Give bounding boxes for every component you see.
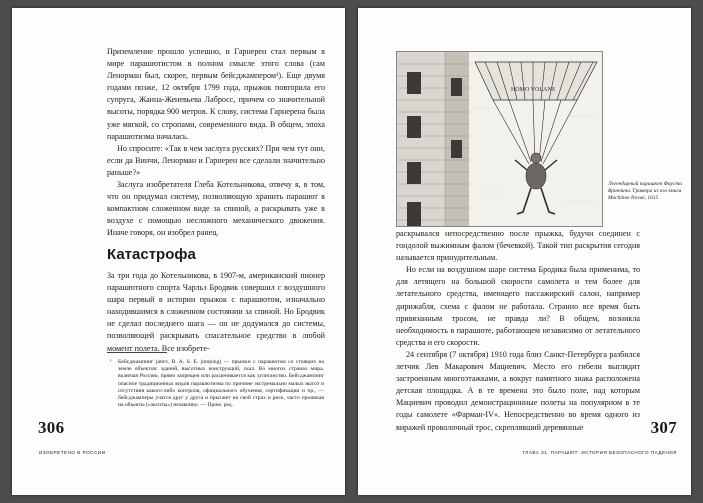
footnote-divider (107, 352, 167, 353)
paragraph: За три года до Котельникова, в 1907-м, американский пионер парашютного спорта Чарльз Бродвик совершил с воздушного шара первый в истории прыжок с парашютом, изначально находившимся в сложенном состоянии за спиной. Но Бродвик не сделал последнего шага — он не додумался до системы, позволяющей раскрывать спасательное средство в любой момент полета. Все изобрете- (107, 271, 325, 353)
running-footer: ИЗОБРЕТЕНО В РОССИИ (39, 450, 106, 455)
page-number: 307 (650, 418, 677, 437)
right-body (396, 228, 640, 434)
paragraph: Приземление прошло успешно, и Гарнерен стал первым в мире парашютистом в полном смысле этого слова (сам Ленорман был, скорее, первым бейсджампером¹). Еще двумя годами позже, 12 октября 1799 года, прыжок повторила его супруга, Жанна-Женевьева Лабросс, причем со значительной высоты, порядка 900 метров. К слову, система Гарнерена была уже мягкой, со стропами, современного вида. В общем, эпоха парашютизма началась. (107, 47, 325, 141)
right-page (358, 8, 691, 495)
page-number: 306 (38, 418, 65, 437)
paragraph: Но спросите: «Так в чем заслуга русских? При чем тут они, если да Винчи, Ленорман и Гарнерен все сделали значительно раньше?» (107, 143, 325, 177)
left-page (12, 8, 345, 495)
left-body-bottom (107, 270, 325, 355)
paragraph: 24 сентября (7 октября) 1910 года близ Санкт-Петербурга разбился летчик Лев Макарович Мациевич. Место его гибели выглядит застроенным многоэтажками, а вокруг памятного знака расположена детская площадка. А в те времена это было поле, над которым Мациевич проводил демонстрационные полеты на популярном в те годы самолете «Фарман-IV». Непосредственно во время одного из виражей проволочный трос, скреплявший деревянные (396, 349, 640, 432)
paragraph: раскрывался непосредственно после прыжка, будучи соединен с гондолой выжимным фалом (бечевкой). Такой тип раскрытия сегодня называется принудительным. (396, 229, 640, 263)
paragraph: Заслуга изобретателя Глеба Котельникова, отвечу я, в том, что он придумал систему, позволяющую хранить парашют в компактном сложенном виде за спиной, а раскрывать уже в воздухе с помощью несложного механического движения. Иначе говоря, он изобрел ранец. (107, 180, 325, 238)
footnote (110, 359, 324, 409)
footnote-marker: ¹ (110, 359, 112, 365)
paragraph: Но если на воздушном шаре система Бродика была применима, то для летящего на большой скорости самолета и тем более для летательного средства, имеющего пассажирский салон, например дирижабля, схема с фалом не работала. Странно все время быть привязанным тросом, не правда ли? В общем, возникла необходимость в парашюте, работающем независимо от летательного средства и его скорости. (396, 265, 640, 347)
parachutist-engraving-illustration (396, 51, 603, 227)
illustration-label: HOMO VOLANS (510, 87, 556, 93)
running-footer: ГЛАВА 31. ПАРАШЮТ: ИСТОРИЯ БЕЗОПАСНОГО ПАДЕНИЯ (522, 450, 677, 455)
section-heading: Катастрофа (107, 246, 196, 263)
parachutist-engraving-icon (397, 52, 602, 226)
illustration-caption: Легендарный парашют Фауста Вранчича. Гравюра из его книги Machinae Novae, 1615 (608, 181, 682, 202)
left-body-top (107, 46, 325, 240)
footnote-text: Бейсджампинг (англ. B. A. S. E. jumping) — прыжки с парашютом со стоящих на земле объектов: зданий, высотных конструкций, скал. Во многих странах мира, включая Россию, прямо запрещен или расценивается как хулиганство. Бейсджампинг опасное традиционных видов парашютизма по причине экстремально малых высот и отсутствия какого-либо контроля, официального обучения, сертификации и пр., — бейсджамперы учатся друг у друга и прыгают на свой страх и риск, часто проникая на объекты («экситы») незаконно. — Прим. ред. (118, 359, 324, 409)
